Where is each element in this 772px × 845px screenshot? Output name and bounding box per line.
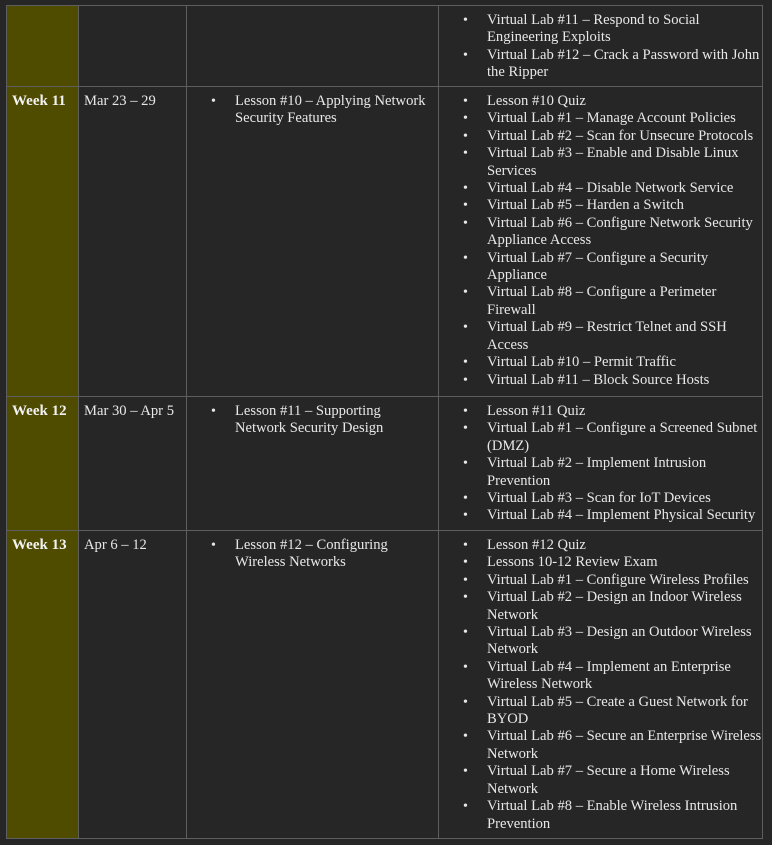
activity-item: • Virtual Lab #10 – Permit Traffic [487,354,762,371]
activity-item: • Virtual Lab #7 – Configure a Security Appliance [487,250,762,285]
activity-item: • Virtual Lab #4 – Disable Network Service [487,180,762,197]
schedule-row [7,6,763,87]
date-range [79,6,187,87]
activity-item: • Virtual Lab #1 – Configure Wireless Profiles [487,572,762,589]
week-label: Week 13 [7,531,79,839]
activity-item: • Virtual Lab #3 – Design an Outdoor Wireless Network [487,624,762,659]
date-range: Apr 6 – 12 [79,531,187,839]
schedule-row [7,397,763,531]
activity-item: • Virtual Lab #6 – Configure Network Security Appliance Access [487,215,762,250]
activity-item: • Lessons 10-12 Review Exam [487,554,762,571]
activity-item: • Virtual Lab #3 – Scan for IoT Devices [487,490,762,507]
activity-item: • Virtual Lab #8 – Enable Wireless Intrusion Prevention [487,798,762,833]
activity-item: • Lesson #10 Quiz [487,93,762,110]
activity-item: • Virtual Lab #6 – Secure an Enterprise Wireless Network [487,728,762,763]
lessons-cell [187,531,439,839]
lessons-cell [187,87,439,397]
activities-cell [439,87,763,397]
activity-list [439,531,762,836]
activity-item: • Virtual Lab #9 – Restrict Telnet and SSH Access [487,319,762,354]
activity-item: • Virtual Lab #11 – Respond to Social Engineering Exploits [487,12,762,47]
week-label [7,6,79,87]
lessons-cell [187,397,439,531]
lesson-list [187,531,438,572]
lesson-list [187,6,438,12]
date-range: Mar 30 – Apr 5 [79,397,187,531]
activity-list [439,397,762,528]
activities-cell [439,6,763,87]
activity-item: • Virtual Lab #1 – Manage Account Policies [487,110,762,127]
lesson-list [187,87,438,128]
activities-cell [439,531,763,839]
activity-list [439,87,762,392]
activity-item: • Virtual Lab #4 – Implement Physical Security [487,507,762,524]
lesson-list [187,397,438,438]
activity-item: • Virtual Lab #4 – Implement an Enterprise Wireless Network [487,659,762,694]
week-label: Week 12 [7,397,79,531]
activity-item: • Virtual Lab #7 – Secure a Home Wireless Network [487,763,762,798]
activity-item: • Virtual Lab #2 – Design an Indoor Wireless Network [487,589,762,624]
activity-item: • Virtual Lab #5 – Create a Guest Network for BYOD [487,694,762,729]
schedule-row [7,87,763,397]
activity-item: • Lesson #11 Quiz [487,403,762,420]
lesson-item: • Lesson #12 – Configuring Wireless Networks [235,537,434,572]
activity-item: • Virtual Lab #5 – Harden a Switch [487,197,762,214]
lesson-item: • Lesson #10 – Applying Network Security Features [235,93,434,128]
activity-item: • Virtual Lab #8 – Configure a Perimeter Firewall [487,284,762,319]
activity-item: • Virtual Lab #1 – Configure a Screened Subnet (DMZ) [487,420,762,455]
activity-item: • Lesson #12 Quiz [487,537,762,554]
activity-item: • Virtual Lab #12 – Crack a Password with John the Ripper [487,47,762,82]
schedule-body [7,6,763,839]
activity-item: • Virtual Lab #3 – Enable and Disable Linux Services [487,145,762,180]
activity-item: • Virtual Lab #2 – Scan for Unsecure Protocols [487,128,762,145]
activity-item: • Virtual Lab #2 – Implement Intrusion Prevention [487,455,762,490]
activity-list [439,6,762,85]
lesson-item: • Lesson #11 – Supporting Network Security Design [235,403,434,438]
schedule-table [6,5,763,839]
schedule-row [7,531,763,839]
activities-cell [439,397,763,531]
week-label: Week 11 [7,87,79,397]
lessons-cell [187,6,439,87]
date-range: Mar 23 – 29 [79,87,187,397]
activity-item: • Virtual Lab #11 – Block Source Hosts [487,372,762,389]
